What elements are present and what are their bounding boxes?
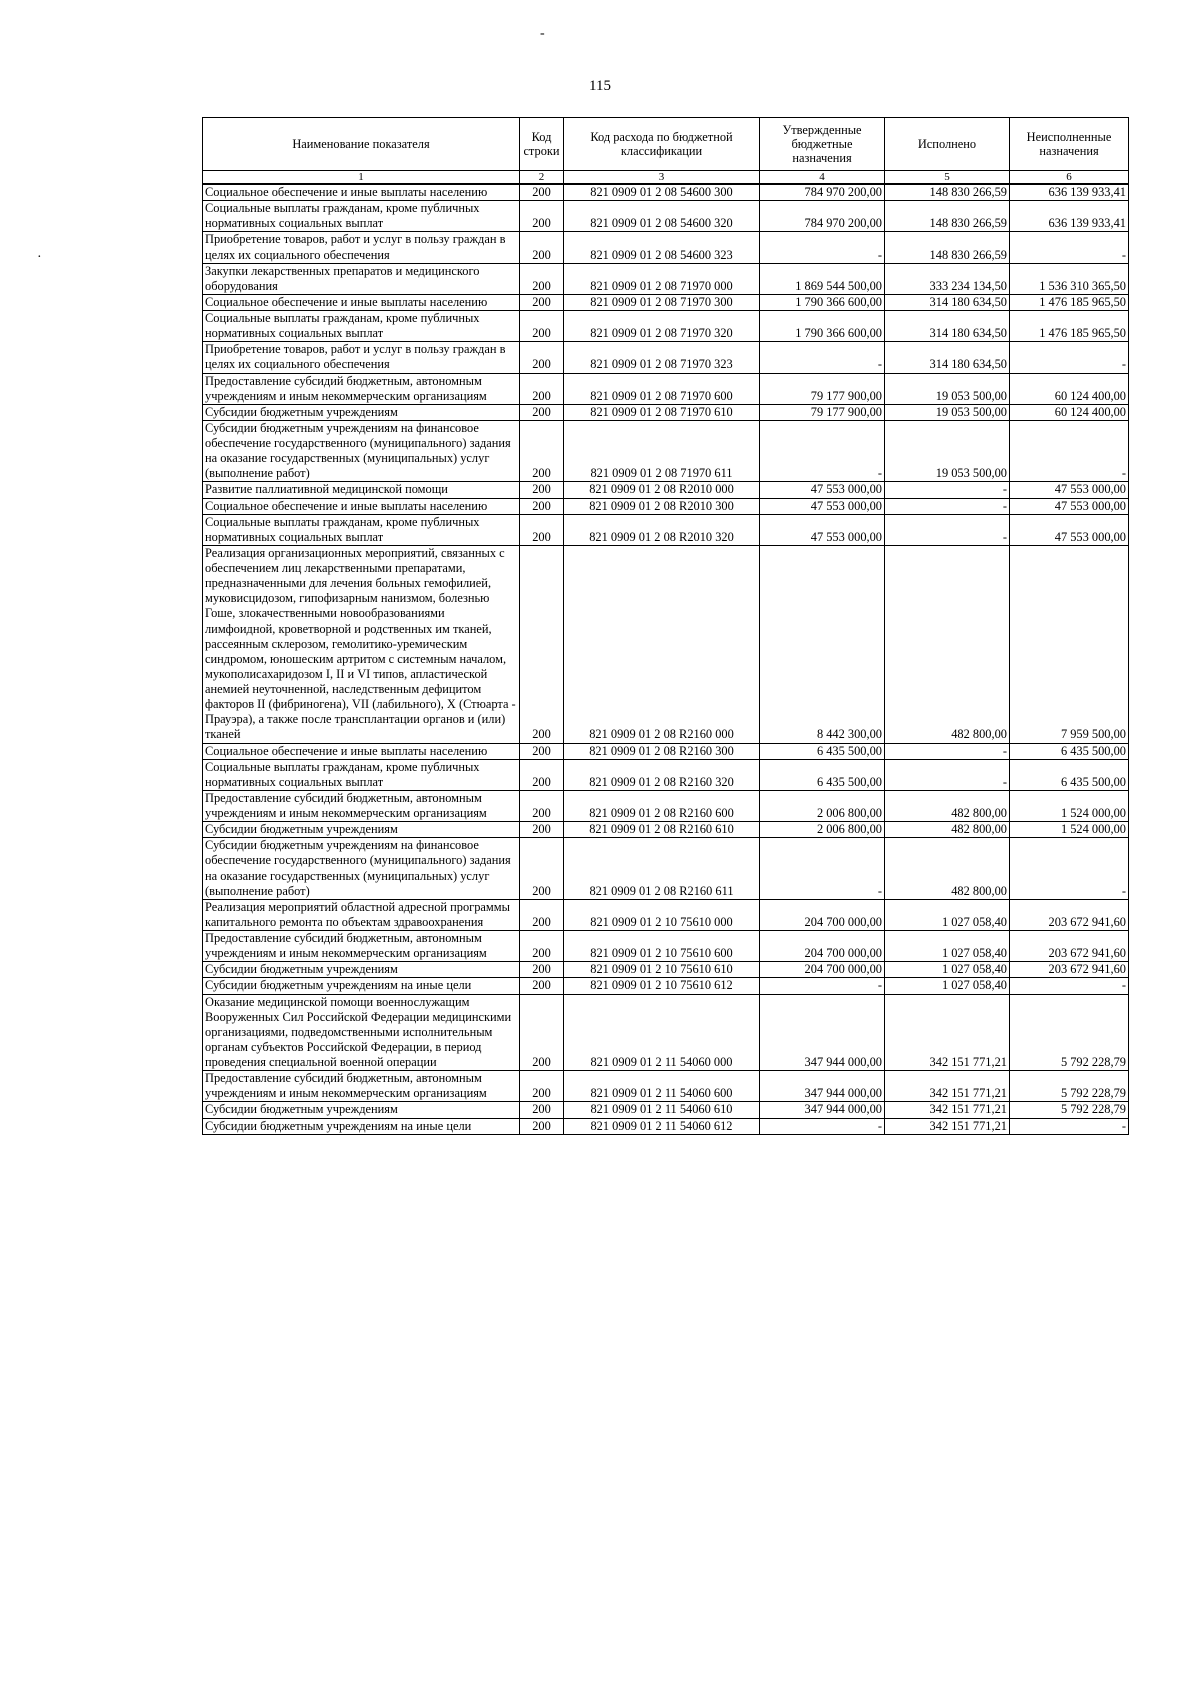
- row-budget-code: 821 0909 01 2 08 R2010 320: [564, 514, 760, 545]
- row-budget-code: 821 0909 01 2 11 54060 600: [564, 1071, 760, 1102]
- column-number-row: [203, 171, 1129, 185]
- row-approved: -: [760, 838, 885, 900]
- row-line-code: 200: [520, 263, 564, 294]
- table-row: [203, 263, 1129, 294]
- row-executed: 1 027 058,40: [885, 962, 1010, 978]
- row-approved: -: [760, 232, 885, 263]
- row-budget-code: 821 0909 01 2 08 71970 323: [564, 342, 760, 373]
- row-approved: 1 790 366 600,00: [760, 294, 885, 310]
- row-budget-code: 821 0909 01 2 08 R2160 000: [564, 545, 760, 743]
- row-name: Приобретение товаров, работ и услуг в пользу граждан в целях их социального обеспечения: [203, 342, 520, 373]
- row-approved: 79 177 900,00: [760, 373, 885, 404]
- row-budget-code: 821 0909 01 2 08 R2160 611: [564, 838, 760, 900]
- table-row: [203, 342, 1129, 373]
- column-number: 4: [760, 171, 885, 185]
- row-executed: 342 151 771,21: [885, 994, 1010, 1071]
- row-unexecuted: 6 435 500,00: [1010, 759, 1129, 790]
- table-row: [203, 1071, 1129, 1102]
- table-row: [203, 994, 1129, 1071]
- row-unexecuted: 7 959 500,00: [1010, 545, 1129, 743]
- row-approved: 784 970 200,00: [760, 184, 885, 201]
- row-line-code: 200: [520, 838, 564, 900]
- row-executed: 342 151 771,21: [885, 1102, 1010, 1118]
- table-row: [203, 404, 1129, 420]
- row-executed: 314 180 634,50: [885, 342, 1010, 373]
- row-name: Реализация мероприятий областной адресной программы капитального ремонта по объектам здравоохранения: [203, 899, 520, 930]
- row-name: Субсидии бюджетным учреждениям: [203, 1102, 520, 1118]
- row-unexecuted: -: [1010, 342, 1129, 373]
- column-number: 6: [1010, 171, 1129, 185]
- row-executed: 314 180 634,50: [885, 294, 1010, 310]
- header-executed: Исполнено: [885, 118, 1010, 171]
- table-row: [203, 514, 1129, 545]
- row-name: Субсидии бюджетным учреждениям на иные цели: [203, 978, 520, 994]
- row-line-code: 200: [520, 743, 564, 759]
- header-line-code: Код строки: [520, 118, 564, 171]
- row-unexecuted: 1 536 310 365,50: [1010, 263, 1129, 294]
- row-line-code: 200: [520, 311, 564, 342]
- row-executed: 482 800,00: [885, 838, 1010, 900]
- row-name: Предоставление субсидий бюджетным, автономным учреждениям и иным некоммерческим организациям: [203, 790, 520, 821]
- row-executed: 342 151 771,21: [885, 1118, 1010, 1134]
- row-name: Социальные выплаты гражданам, кроме публичных нормативных социальных выплат: [203, 514, 520, 545]
- row-line-code: 200: [520, 759, 564, 790]
- table-row: [203, 184, 1129, 201]
- row-executed: 1 027 058,40: [885, 899, 1010, 930]
- row-budget-code: 821 0909 01 2 08 71970 000: [564, 263, 760, 294]
- scan-mark: ·: [37, 250, 42, 265]
- row-name: Предоставление субсидий бюджетным, автономным учреждениям и иным некоммерческим организациям: [203, 1071, 520, 1102]
- row-executed: -: [885, 482, 1010, 498]
- row-line-code: 200: [520, 373, 564, 404]
- row-unexecuted: 636 139 933,41: [1010, 201, 1129, 232]
- table-row: [203, 822, 1129, 838]
- column-number: 3: [564, 171, 760, 185]
- table-row: [203, 373, 1129, 404]
- row-budget-code: 821 0909 01 2 08 71970 611: [564, 420, 760, 482]
- table-row: [203, 545, 1129, 743]
- table-row: [203, 420, 1129, 482]
- row-unexecuted: 1 476 185 965,50: [1010, 294, 1129, 310]
- row-line-code: 200: [520, 184, 564, 201]
- row-unexecuted: -: [1010, 978, 1129, 994]
- row-unexecuted: 6 435 500,00: [1010, 743, 1129, 759]
- row-budget-code: 821 0909 01 2 08 R2160 610: [564, 822, 760, 838]
- row-unexecuted: -: [1010, 420, 1129, 482]
- row-budget-code: 821 0909 01 2 08 R2160 320: [564, 759, 760, 790]
- row-name: Субсидии бюджетным учреждениям: [203, 962, 520, 978]
- row-unexecuted: -: [1010, 838, 1129, 900]
- row-name: Социальные выплаты гражданам, кроме публичных нормативных социальных выплат: [203, 311, 520, 342]
- row-name: Оказание медицинской помощи военнослужащим Вооруженных Сил Российской Федерации медицинскими организациями, подведомственными исполнительным органам субъектов Российской Федерации, в период проведения специальной военной операции: [203, 994, 520, 1071]
- row-name: Социальное обеспечение и иные выплаты населению: [203, 294, 520, 310]
- row-name: Социальное обеспечение и иные выплаты населению: [203, 184, 520, 201]
- row-approved: 347 944 000,00: [760, 994, 885, 1071]
- row-unexecuted: 5 792 228,79: [1010, 994, 1129, 1071]
- row-executed: -: [885, 743, 1010, 759]
- row-name: Субсидии бюджетным учреждениям: [203, 404, 520, 420]
- row-line-code: 200: [520, 404, 564, 420]
- row-unexecuted: 1 524 000,00: [1010, 822, 1129, 838]
- column-number: 1: [203, 171, 520, 185]
- row-budget-code: 821 0909 01 2 08 54600 300: [564, 184, 760, 201]
- row-approved: 47 553 000,00: [760, 482, 885, 498]
- row-unexecuted: 636 139 933,41: [1010, 184, 1129, 201]
- table-row: [203, 899, 1129, 930]
- row-line-code: 200: [520, 294, 564, 310]
- row-budget-code: 821 0909 01 2 08 R2010 000: [564, 482, 760, 498]
- row-name: Предоставление субсидий бюджетным, автономным учреждениям и иным некоммерческим организациям: [203, 931, 520, 962]
- table-row: [203, 962, 1129, 978]
- row-unexecuted: 60 124 400,00: [1010, 404, 1129, 420]
- page-number: 115: [589, 78, 611, 94]
- row-approved: 79 177 900,00: [760, 404, 885, 420]
- row-approved: 204 700 000,00: [760, 962, 885, 978]
- row-budget-code: 821 0909 01 2 08 R2160 300: [564, 743, 760, 759]
- row-name: Предоставление субсидий бюджетным, автономным учреждениям и иным некоммерческим организациям: [203, 373, 520, 404]
- row-executed: 314 180 634,50: [885, 311, 1010, 342]
- table-row: [203, 743, 1129, 759]
- row-approved: 204 700 000,00: [760, 931, 885, 962]
- header-row: [203, 118, 1129, 171]
- row-executed: -: [885, 514, 1010, 545]
- row-approved: 47 553 000,00: [760, 514, 885, 545]
- row-line-code: 200: [520, 994, 564, 1071]
- row-executed: -: [885, 498, 1010, 514]
- row-approved: -: [760, 420, 885, 482]
- scan-mark: -: [540, 26, 545, 41]
- row-approved: 347 944 000,00: [760, 1102, 885, 1118]
- row-name: Субсидии бюджетным учреждениям: [203, 822, 520, 838]
- row-line-code: 200: [520, 201, 564, 232]
- row-budget-code: 821 0909 01 2 11 54060 612: [564, 1118, 760, 1134]
- row-unexecuted: 203 672 941,60: [1010, 962, 1129, 978]
- row-name: Субсидии бюджетным учреждениям на иные цели: [203, 1118, 520, 1134]
- table-row: [203, 232, 1129, 263]
- row-line-code: 200: [520, 790, 564, 821]
- budget-execution-table: [202, 117, 1129, 1135]
- row-executed: 148 830 266,59: [885, 232, 1010, 263]
- row-line-code: 200: [520, 1071, 564, 1102]
- table-row: [203, 201, 1129, 232]
- table-row: [203, 838, 1129, 900]
- row-unexecuted: 60 124 400,00: [1010, 373, 1129, 404]
- row-budget-code: 821 0909 01 2 08 54600 320: [564, 201, 760, 232]
- row-approved: 6 435 500,00: [760, 759, 885, 790]
- column-number: 5: [885, 171, 1010, 185]
- row-name: Приобретение товаров, работ и услуг в пользу граждан в целях их социального обеспечения: [203, 232, 520, 263]
- row-approved: -: [760, 342, 885, 373]
- row-executed: 19 053 500,00: [885, 373, 1010, 404]
- row-budget-code: 821 0909 01 2 08 71970 600: [564, 373, 760, 404]
- row-name: Социальные выплаты гражданам, кроме публичных нормативных социальных выплат: [203, 201, 520, 232]
- row-name: Социальное обеспечение и иные выплаты населению: [203, 498, 520, 514]
- row-approved: 8 442 300,00: [760, 545, 885, 743]
- row-budget-code: 821 0909 01 2 10 75610 000: [564, 899, 760, 930]
- table-row: [203, 1118, 1129, 1134]
- row-name: Развитие паллиативной медицинской помощи: [203, 482, 520, 498]
- row-name: Социальное обеспечение и иные выплаты населению: [203, 743, 520, 759]
- row-unexecuted: 203 672 941,60: [1010, 899, 1129, 930]
- row-name: Закупки лекарственных препаратов и медицинского оборудования: [203, 263, 520, 294]
- row-executed: 1 027 058,40: [885, 978, 1010, 994]
- table-row: [203, 311, 1129, 342]
- row-unexecuted: 5 792 228,79: [1010, 1102, 1129, 1118]
- row-budget-code: 821 0909 01 2 08 R2010 300: [564, 498, 760, 514]
- row-unexecuted: 47 553 000,00: [1010, 482, 1129, 498]
- row-approved: -: [760, 978, 885, 994]
- row-line-code: 200: [520, 342, 564, 373]
- row-executed: 148 830 266,59: [885, 184, 1010, 201]
- table-row: [203, 294, 1129, 310]
- row-budget-code: 821 0909 01 2 10 75610 600: [564, 931, 760, 962]
- row-executed: 19 053 500,00: [885, 420, 1010, 482]
- row-budget-code: 821 0909 01 2 08 71970 300: [564, 294, 760, 310]
- row-unexecuted: -: [1010, 232, 1129, 263]
- header-budget-code: Код расхода по бюджетной классификации: [564, 118, 760, 171]
- row-budget-code: 821 0909 01 2 11 54060 610: [564, 1102, 760, 1118]
- table-row: [203, 498, 1129, 514]
- row-executed: 482 800,00: [885, 790, 1010, 821]
- row-unexecuted: -: [1010, 1118, 1129, 1134]
- row-name: Субсидии бюджетным учреждениям на финансовое обеспечение государственного (муниципального) задания на оказание государственных (муниципальных) услуг (выполнение работ): [203, 838, 520, 900]
- row-executed: 1 027 058,40: [885, 931, 1010, 962]
- row-approved: 1 869 544 500,00: [760, 263, 885, 294]
- row-budget-code: 821 0909 01 2 11 54060 000: [564, 994, 760, 1071]
- row-unexecuted: 47 553 000,00: [1010, 514, 1129, 545]
- row-unexecuted: 1 524 000,00: [1010, 790, 1129, 821]
- row-budget-code: 821 0909 01 2 08 R2160 600: [564, 790, 760, 821]
- row-executed: 19 053 500,00: [885, 404, 1010, 420]
- table-row: [203, 1102, 1129, 1118]
- row-line-code: 200: [520, 899, 564, 930]
- table-row: [203, 482, 1129, 498]
- row-budget-code: 821 0909 01 2 08 71970 320: [564, 311, 760, 342]
- header-approved: Утвержденные бюджетные назначения: [760, 118, 885, 171]
- row-executed: 482 800,00: [885, 822, 1010, 838]
- row-executed: 148 830 266,59: [885, 201, 1010, 232]
- row-executed: 482 800,00: [885, 545, 1010, 743]
- row-name: Социальные выплаты гражданам, кроме публичных нормативных социальных выплат: [203, 759, 520, 790]
- header-indicator-name: Наименование показателя: [203, 118, 520, 171]
- header-unexecuted: Неисполненные назначения: [1010, 118, 1129, 171]
- row-approved: 347 944 000,00: [760, 1071, 885, 1102]
- row-line-code: 200: [520, 514, 564, 545]
- row-line-code: 200: [520, 931, 564, 962]
- row-line-code: 200: [520, 1118, 564, 1134]
- row-line-code: 200: [520, 978, 564, 994]
- row-approved: -: [760, 1118, 885, 1134]
- row-line-code: 200: [520, 962, 564, 978]
- row-approved: 204 700 000,00: [760, 899, 885, 930]
- row-line-code: 200: [520, 545, 564, 743]
- row-line-code: 200: [520, 498, 564, 514]
- row-approved: 6 435 500,00: [760, 743, 885, 759]
- row-line-code: 200: [520, 232, 564, 263]
- row-approved: 2 006 800,00: [760, 790, 885, 821]
- row-unexecuted: 203 672 941,60: [1010, 931, 1129, 962]
- row-line-code: 200: [520, 482, 564, 498]
- table-row: [203, 978, 1129, 994]
- row-approved: 1 790 366 600,00: [760, 311, 885, 342]
- row-approved: 784 970 200,00: [760, 201, 885, 232]
- row-line-code: 200: [520, 420, 564, 482]
- row-line-code: 200: [520, 1102, 564, 1118]
- row-name: Реализация организационных мероприятий, связанных с обеспечением лиц лекарственными препаратами, предназначенными для лечения больных гемофилией, муковисцидозом, гипофизарным нанизмом, болезнью Гоше, злокачественными новообразованиями лимфоидной, кроветворной и родственных им тканей, рассеянным склерозом, гемолитико-уремическим синдромом, юношеским артритом с системным началом, мукополисахаридозом I, II и VI типов, апластической анемией неуточненной, наследственным дефицитом факторов II (фибриногена), VII (лабильного), X (Стюарта - Прауэра), а также после трансплантации органов и (или) тканей: [203, 545, 520, 743]
- row-executed: -: [885, 759, 1010, 790]
- table-row: [203, 759, 1129, 790]
- row-budget-code: 821 0909 01 2 08 54600 323: [564, 232, 760, 263]
- table-row: [203, 931, 1129, 962]
- row-unexecuted: 5 792 228,79: [1010, 1071, 1129, 1102]
- row-budget-code: 821 0909 01 2 08 71970 610: [564, 404, 760, 420]
- column-number: 2: [520, 171, 564, 185]
- row-line-code: 200: [520, 822, 564, 838]
- row-unexecuted: 1 476 185 965,50: [1010, 311, 1129, 342]
- table-row: [203, 790, 1129, 821]
- row-budget-code: 821 0909 01 2 10 75610 612: [564, 978, 760, 994]
- row-approved: 2 006 800,00: [760, 822, 885, 838]
- row-approved: 47 553 000,00: [760, 498, 885, 514]
- row-executed: 333 234 134,50: [885, 263, 1010, 294]
- row-name: Субсидии бюджетным учреждениям на финансовое обеспечение государственного (муниципального) задания на оказание государственных (муниципальных) услуг (выполнение работ): [203, 420, 520, 482]
- row-unexecuted: 47 553 000,00: [1010, 498, 1129, 514]
- row-executed: 342 151 771,21: [885, 1071, 1010, 1102]
- row-budget-code: 821 0909 01 2 10 75610 610: [564, 962, 760, 978]
